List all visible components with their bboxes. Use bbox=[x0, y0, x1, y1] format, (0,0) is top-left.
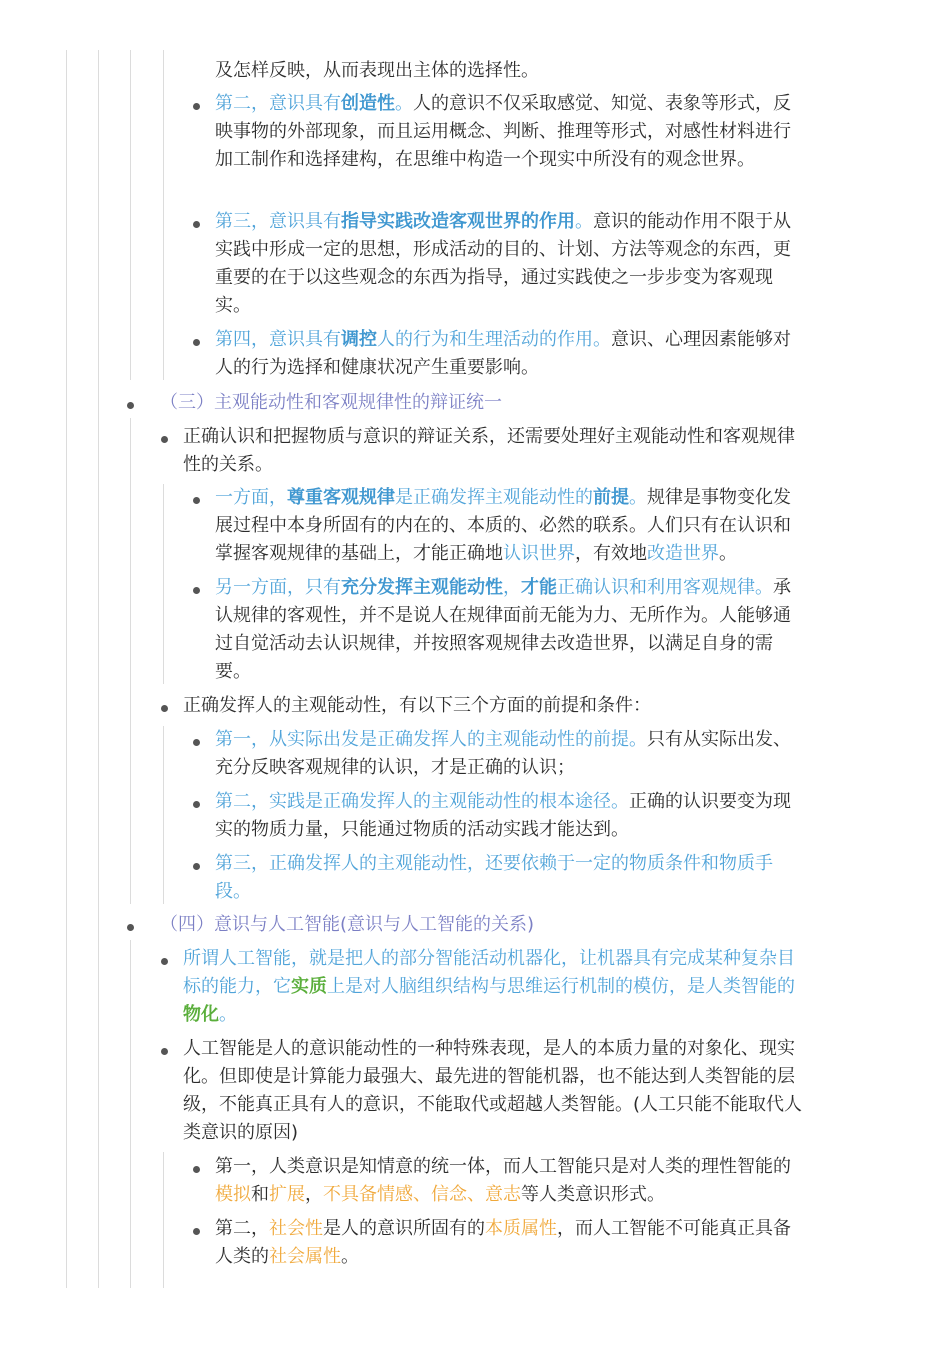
continued-text: 及怎样反映，从而表现出主体的选择性。 bbox=[215, 60, 539, 81]
list-item: 第一，从实际出发是正确发挥人的主观能动性的前提。只有从实际出发、充分反映客观规律的认识，才是正确的认识； bbox=[215, 729, 791, 778]
bullet bbox=[127, 924, 134, 931]
list-item: 人工智能是人的意识能动性的一种特殊表现，是人的本质力量的对象化、现实化。但即使是计算能力最强大、最先进的智能机器，也不能达到人类智能的层级，不能真正具有人的意识，不能取代或超越人类智能。(人工只能不能取代人类意识的原因) bbox=[183, 1038, 803, 1143]
list-item: 另一方面，只有充分发挥主观能动性，才能正确认识和利用客观规律。承认规律的客观性，并不是说人在规律面前无能为力、无所作为。人能够通过自觉活动去认识规律，并按照客观规律去改造世界，以满足自身的需要。 bbox=[215, 577, 791, 682]
bullet bbox=[193, 221, 200, 228]
bullet bbox=[161, 705, 168, 712]
indent-guide-8 bbox=[130, 940, 131, 1288]
list-item: 第二，实践是正确发挥人的主观能动性的根本途径。正确的认识要变为现实的物质力量，只能通过物质的活动实践才能达到。 bbox=[215, 791, 791, 840]
list-item: 第三，意识具有指导实践改造客观世界的作用。意识的能动作用不限于从实践中形成一定的思想，形成活动的目的、计划、方法等观念的东西，更重要的在于以这些观念的东西为指导，通过实践使之一步步变为客观现实。 bbox=[215, 211, 791, 316]
list-item: 所谓人工智能，就是把人的部分智能活动机器化，让机器具有完成某种复杂目标的能力，它实质上是对人脑组织结构与思维运行机制的模仿，是人类智能的物化。 bbox=[183, 948, 795, 1025]
list-item: 第四，意识具有调控人的行为和生理活动的作用。意识、心理因素能够对人的行为选择和健康状况产生重要影响。 bbox=[215, 329, 791, 378]
bullet bbox=[127, 402, 134, 409]
list-item: 第二，社会性是人的意识所固有的本质属性，而人工智能不可能真正具备人类的社会属性。 bbox=[215, 1218, 791, 1267]
bullet bbox=[193, 1166, 200, 1173]
list-item: 正确发挥人的主观能动性，有以下三个方面的前提和条件： bbox=[183, 695, 651, 716]
bullet bbox=[193, 587, 200, 594]
list-item: 第一，人类意识是知情意的统一体，而人工智能只是对人类的理性智能的模拟和扩展，不具备情感、信念、意志等人类意识形式。 bbox=[215, 1156, 791, 1205]
bullet bbox=[193, 497, 200, 504]
indent-guide-5 bbox=[130, 418, 131, 904]
list-item: 第三，正确发挥人的主观能动性，还要依赖于一定的物质条件和物质手段。 bbox=[215, 853, 773, 902]
bullet bbox=[161, 958, 168, 965]
indent-guide-2 bbox=[98, 50, 99, 1288]
bullet bbox=[193, 863, 200, 870]
section-heading-4: （四）意识与人工智能(意识与人工智能的关系) bbox=[160, 914, 535, 935]
indent-guide-4 bbox=[163, 50, 164, 380]
list-item: 一方面，尊重客观规律是正确发挥主观能动性的前提。规律是事物变化发展过程中本身所固有的内在的、本质的、必然的联系。人们只有在认识和掌握客观规律的基础上，才能正确地认识世界，有效地改造世界。 bbox=[215, 487, 791, 564]
indent-guide-1 bbox=[66, 50, 67, 1288]
bullet bbox=[161, 1048, 168, 1055]
indent-guide-3 bbox=[130, 50, 131, 380]
list-item: 正确认识和把握物质与意识的辩证关系，还需要处理好主观能动性和客观规律性的关系。 bbox=[183, 426, 795, 475]
bullet bbox=[193, 103, 200, 110]
list-item: 第二，意识具有创造性。人的意识不仅采取感觉、知觉、表象等形式，反映事物的外部现象，而且运用概念、判断、推理等形式，对感性材料进行加工制作和选择建构，在思维中构造一个现实中所没有的观念世界。 bbox=[215, 93, 791, 170]
bullet bbox=[193, 339, 200, 346]
indent-guide-7 bbox=[163, 726, 164, 904]
section-heading-3: （三）主观能动性和客观规律性的辩证统一 bbox=[160, 392, 502, 413]
indent-guide-6 bbox=[163, 484, 164, 684]
indent-guide-9 bbox=[163, 1152, 164, 1288]
bullet bbox=[193, 1228, 200, 1235]
bullet bbox=[193, 801, 200, 808]
bullet bbox=[193, 739, 200, 746]
bullet bbox=[161, 436, 168, 443]
